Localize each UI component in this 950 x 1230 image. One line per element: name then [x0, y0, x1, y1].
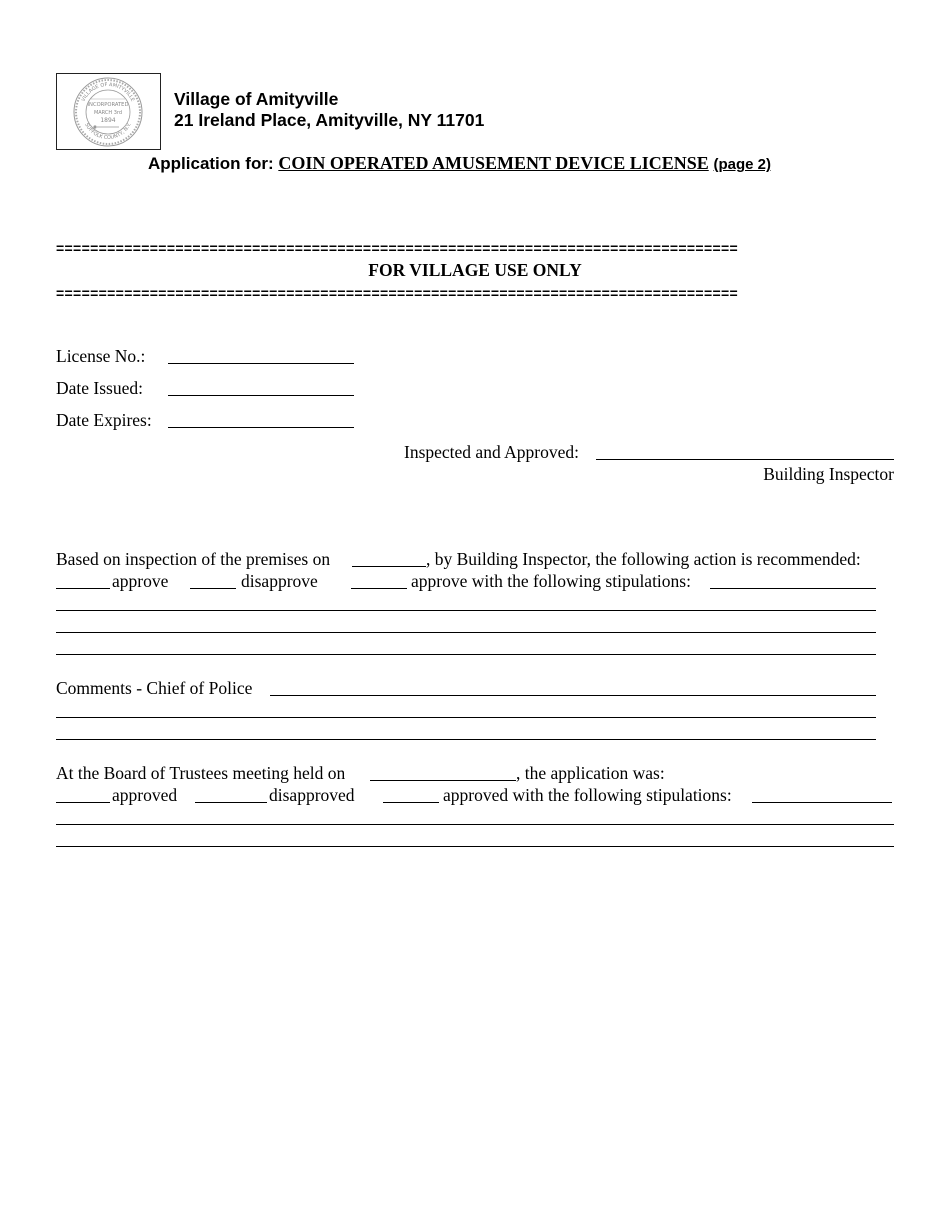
application-prefix: Application for: — [148, 154, 279, 173]
police-comments-label: Comments - Chief of Police — [56, 678, 253, 698]
village-address: 21 Ireland Place, Amityville, NY 11701 — [174, 110, 485, 130]
inspection-stipulations-blank[interactable] — [351, 588, 407, 589]
police-comments-line[interactable] — [56, 717, 876, 718]
inspection-notes-line[interactable] — [56, 610, 876, 611]
board-disapproved-blank[interactable] — [195, 802, 267, 803]
inspection-approve-blank[interactable] — [56, 588, 110, 589]
board-approved-option: approved — [112, 785, 178, 805]
police-comments-line[interactable] — [56, 739, 876, 740]
board-stipulations-option: approved with the following stipulations: — [443, 785, 732, 805]
police-comments-field[interactable] — [270, 695, 876, 696]
board-approved-blank[interactable] — [56, 802, 110, 803]
application-title: COIN OPERATED AMUSEMENT DEVICE LICENSE — [278, 153, 709, 173]
board-stipulations-field[interactable] — [752, 802, 892, 803]
premises-text-b: , by Building Inspector, the following action is recommended: — [426, 549, 861, 569]
board-stipulations-blank[interactable] — [383, 802, 439, 803]
svg-text:VILLAGE OF AMITYVILLE: VILLAGE OF AMITYVILLE — [80, 81, 136, 103]
separator-bottom: ================================================================================ — [56, 285, 739, 301]
building-inspector-title: Building Inspector — [763, 464, 894, 484]
inspector-signature-field[interactable] — [596, 459, 894, 460]
premises-text-a: Based on inspection of the premises on — [56, 549, 335, 569]
board-notes-line[interactable] — [56, 846, 894, 847]
inspected-approved-label: Inspected and Approved: — [404, 442, 579, 462]
village-name: Village of Amityville — [174, 89, 339, 109]
board-disapproved-option: disapproved — [269, 785, 355, 805]
seal-emblem-icon — [57, 74, 160, 149]
inspection-stipulations-option: approve with the following stipulations: — [411, 571, 691, 591]
inspection-stipulations-field[interactable] — [710, 588, 876, 589]
svg-text:MARCH 3rd: MARCH 3rd — [93, 110, 123, 116]
board-notes-line[interactable] — [56, 824, 894, 825]
license-no-field[interactable] — [168, 363, 354, 364]
date-expires-field[interactable] — [168, 427, 354, 428]
inspection-notes-line[interactable] — [56, 632, 876, 633]
license-no-label: License No.: — [56, 346, 146, 366]
board-meeting-text-b: , the application was: — [516, 763, 665, 783]
separator-top: ================================================================================ — [56, 240, 739, 256]
inspection-date-field[interactable] — [352, 566, 426, 567]
svg-text:1894: 1894 — [100, 117, 116, 124]
application-page-note: (page 2) — [713, 156, 771, 173]
application-title-line — [148, 153, 771, 174]
inspection-approve-option: approve — [112, 571, 169, 591]
inspection-notes-line[interactable] — [56, 654, 876, 655]
inspection-disapprove-option: disapprove — [241, 571, 318, 591]
date-expires-label: Date Expires: — [56, 410, 152, 430]
date-issued-label: Date Issued: — [56, 378, 143, 398]
inspection-disapprove-blank[interactable] — [190, 588, 236, 589]
board-meeting-text-a: At the Board of Trustees meeting held on — [56, 763, 350, 783]
date-issued-field[interactable] — [168, 395, 354, 396]
village-use-heading: FOR VILLAGE USE ONLY — [368, 260, 582, 280]
svg-text:SUFFOLK COUNTY, N.Y.: SUFFOLK COUNTY, N.Y. — [83, 122, 133, 142]
village-seal — [56, 73, 161, 150]
board-meeting-date-field[interactable] — [370, 780, 516, 781]
svg-text:INCORPORATED: INCORPORATED — [87, 102, 129, 108]
